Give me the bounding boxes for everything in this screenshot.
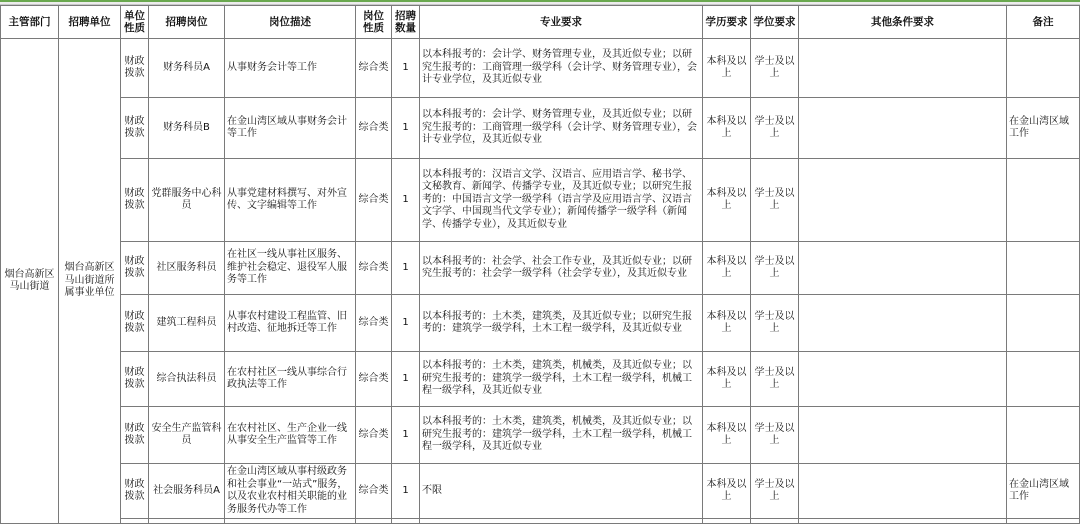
cell-note[interactable]	[1007, 242, 1080, 295]
cell-major[interactable]: 以本科报考的：土木类，建筑类，及其近似专业；以研究生报考的：建筑学一级学科，土木工程一级学科，及其近似专业	[420, 295, 703, 352]
cell-desc[interactable]: 在社区一线从事社区服务、维护社会稳定、退役军人服务等工作	[225, 242, 356, 295]
cell-count[interactable]: 1	[392, 464, 420, 519]
header-position[interactable]: 招聘岗位	[149, 6, 225, 39]
cell-nature[interactable]: 财政拨款	[121, 295, 149, 352]
cell-nature[interactable]: 财政拨款	[121, 39, 149, 98]
cell-post-nature[interactable]: 综合类	[356, 352, 392, 407]
cell-post-nature[interactable]: 综合类	[356, 98, 392, 159]
header-dept[interactable]: 主管部门	[1, 6, 59, 39]
cell-count[interactable]: 1	[392, 159, 420, 242]
cell-desc[interactable]: 从事农村建设工程监管、旧村改造、征地拆迁等工作	[225, 295, 356, 352]
cell-degree[interactable]: 学士及以上	[751, 352, 799, 407]
cell-count[interactable]: 1	[392, 242, 420, 295]
cell-major[interactable]: 以本科报考的：会计学、财务管理专业，及其近似专业；以研究生报考的：工商管理一级学科（会计学、财务管理专业），会计专业学位，及其近似专业	[420, 39, 703, 98]
cell-position[interactable]: 建筑工程科员	[149, 295, 225, 352]
cell-major[interactable]: 以本科报考的：会计学、财务管理专业，及其近似专业；以研究生报考的：工商管理一级学科（会计学、财务管理专业），会计专业学位，及其近似专业	[420, 98, 703, 159]
cell-major[interactable]: 以本科报考的：土木类，建筑类，机械类，及其近似专业；以研究生报考的：建筑学一级学科，土木工程一级学科，机械工程一级学科，及其近似专业	[420, 407, 703, 464]
cell-position[interactable]: 党群服务中心科员	[149, 159, 225, 242]
cell-other[interactable]	[799, 352, 1007, 407]
cell-desc[interactable]: 在农村社区一线从事综合行政执法等工作	[225, 352, 356, 407]
cell-count[interactable]: 1	[392, 407, 420, 464]
header-major[interactable]: 专业要求	[420, 6, 703, 39]
cell-other[interactable]	[799, 407, 1007, 464]
cell-other[interactable]	[799, 159, 1007, 242]
table-row-partial	[1, 519, 1080, 524]
cell-empty[interactable]	[751, 519, 799, 524]
cell-desc[interactable]: 从事财务会计等工作	[225, 39, 356, 98]
cell-degree[interactable]: 学士及以上	[751, 98, 799, 159]
cell-post-nature[interactable]: 综合类	[356, 295, 392, 352]
cell-degree[interactable]: 学士及以上	[751, 242, 799, 295]
cell-nature[interactable]: 财政拨款	[121, 98, 149, 159]
cell-major[interactable]: 以本科报考的：土木类，建筑类，机械类，及其近似专业；以研究生报考的：建筑学一级学科，土木工程一级学科，机械工程一级学科，及其近似专业	[420, 352, 703, 407]
cell-other[interactable]	[799, 39, 1007, 98]
header-post-nature[interactable]: 岗位性质	[356, 6, 392, 39]
cell-nature[interactable]: 财政拨款	[121, 352, 149, 407]
table-row	[1, 242, 1080, 295]
cell-post-nature[interactable]: 综合类	[356, 464, 392, 519]
cell-note[interactable]: 在金山湾区域工作	[1007, 464, 1080, 519]
cell-empty[interactable]	[225, 519, 356, 524]
cell-empty[interactable]	[149, 519, 225, 524]
table-row	[1, 39, 1080, 98]
cell-edu[interactable]: 本科及以上	[703, 98, 751, 159]
cell-note[interactable]: 在金山湾区域工作	[1007, 98, 1080, 159]
cell-count[interactable]: 1	[392, 39, 420, 98]
header-degree[interactable]: 学位要求	[751, 6, 799, 39]
cell-edu[interactable]: 本科及以上	[703, 295, 751, 352]
cell-note[interactable]	[1007, 159, 1080, 242]
table-row	[1, 98, 1080, 159]
cell-unit[interactable]: 烟台高新区马山街道所属事业单位	[59, 39, 121, 524]
cell-note[interactable]	[1007, 295, 1080, 352]
selection-accent	[0, 0, 1080, 2]
cell-post-nature[interactable]: 综合类	[356, 407, 392, 464]
cell-other[interactable]	[799, 242, 1007, 295]
cell-edu[interactable]: 本科及以上	[703, 407, 751, 464]
header-unit[interactable]: 招聘单位	[59, 6, 121, 39]
cell-position[interactable]: 社会服务科员A	[149, 464, 225, 519]
cell-desc[interactable]: 在金山湾区域从事村级政务和社会事业“一站式”服务，以及农业农村相关职能的业务服务代办等工作	[225, 464, 356, 519]
cell-position[interactable]: 社区服务科员	[149, 242, 225, 295]
cell-major[interactable]: 以本科报考的：汉语言文学、汉语言、应用语言学、秘书学、文秘教育、新闻学、传播学专业，及其近似专业；以研究生报考的：中国语言文学一级学科（语言学及应用语言学、汉语言文字学、中国现当代文学专业）；新闻传播学一级学科（新闻学、传播学专业），及其近似专业	[420, 159, 703, 242]
cell-edu[interactable]: 本科及以上	[703, 39, 751, 98]
cell-post-nature[interactable]: 综合类	[356, 242, 392, 295]
cell-degree[interactable]: 学士及以上	[751, 295, 799, 352]
cell-count[interactable]: 1	[392, 352, 420, 407]
cell-other[interactable]	[799, 98, 1007, 159]
recruitment-table	[0, 5, 1080, 524]
header-note[interactable]: 备注	[1007, 6, 1080, 39]
cell-nature[interactable]: 财政拨款	[121, 464, 149, 519]
table-row	[1, 407, 1080, 464]
cell-major[interactable]: 以本科报考的：社会学、社会工作专业，及其近似专业；以研究生报考的：社会学一级学科（社会学专业），及其近似专业	[420, 242, 703, 295]
cell-note[interactable]	[1007, 39, 1080, 98]
cell-count[interactable]: 1	[392, 295, 420, 352]
cell-post-nature[interactable]: 综合类	[356, 159, 392, 242]
cell-degree[interactable]: 学士及以上	[751, 159, 799, 242]
cell-major[interactable]: 不限	[420, 464, 703, 519]
cell-desc[interactable]: 在农村社区、生产企业一线从事安全生产监管等工作	[225, 407, 356, 464]
cell-degree[interactable]: 学士及以上	[751, 39, 799, 98]
cell-edu[interactable]: 本科及以上	[703, 242, 751, 295]
cell-edu[interactable]: 本科及以上	[703, 464, 751, 519]
table-row	[1, 295, 1080, 352]
cell-other[interactable]	[799, 295, 1007, 352]
cell-nature[interactable]: 财政拨款	[121, 407, 149, 464]
cell-count[interactable]: 1	[392, 98, 420, 159]
cell-desc[interactable]: 从事党建材料撰写、对外宣传、文字编辑等工作	[225, 159, 356, 242]
header-row	[1, 6, 1080, 39]
cell-empty[interactable]	[392, 519, 420, 524]
cell-empty[interactable]	[1007, 519, 1080, 524]
cell-empty[interactable]	[703, 519, 751, 524]
cell-desc[interactable]: 在金山湾区域从事财务会计等工作	[225, 98, 356, 159]
cell-nature[interactable]: 财政拨款	[121, 159, 149, 242]
cell-position[interactable]: 安全生产监管科员	[149, 407, 225, 464]
cell-degree[interactable]: 学士及以上	[751, 464, 799, 519]
cell-position[interactable]: 综合执法科员	[149, 352, 225, 407]
cell-edu[interactable]: 本科及以上	[703, 159, 751, 242]
cell-position[interactable]: 财务科员A	[149, 39, 225, 98]
header-nature[interactable]: 单位性质	[121, 6, 149, 39]
cell-empty[interactable]	[420, 519, 703, 524]
table-row	[1, 464, 1080, 519]
header-edu[interactable]: 学历要求	[703, 6, 751, 39]
header-count[interactable]: 招聘数量	[392, 6, 420, 39]
cell-empty[interactable]	[799, 519, 1007, 524]
cell-dept[interactable]: 烟台高新区马山街道	[1, 39, 59, 524]
cell-position[interactable]: 财务科员B	[149, 98, 225, 159]
table-row	[1, 159, 1080, 242]
cell-nature[interactable]: 财政拨款	[121, 242, 149, 295]
cell-post-nature[interactable]: 综合类	[356, 39, 392, 98]
cell-other[interactable]	[799, 464, 1007, 519]
cell-note[interactable]	[1007, 352, 1080, 407]
cell-empty[interactable]	[121, 519, 149, 524]
header-other[interactable]: 其他条件要求	[799, 6, 1007, 39]
header-desc[interactable]: 岗位描述	[225, 6, 356, 39]
cell-edu[interactable]: 本科及以上	[703, 352, 751, 407]
cell-note[interactable]	[1007, 407, 1080, 464]
cell-degree[interactable]: 学士及以上	[751, 407, 799, 464]
table-row	[1, 352, 1080, 407]
cell-empty[interactable]	[356, 519, 392, 524]
